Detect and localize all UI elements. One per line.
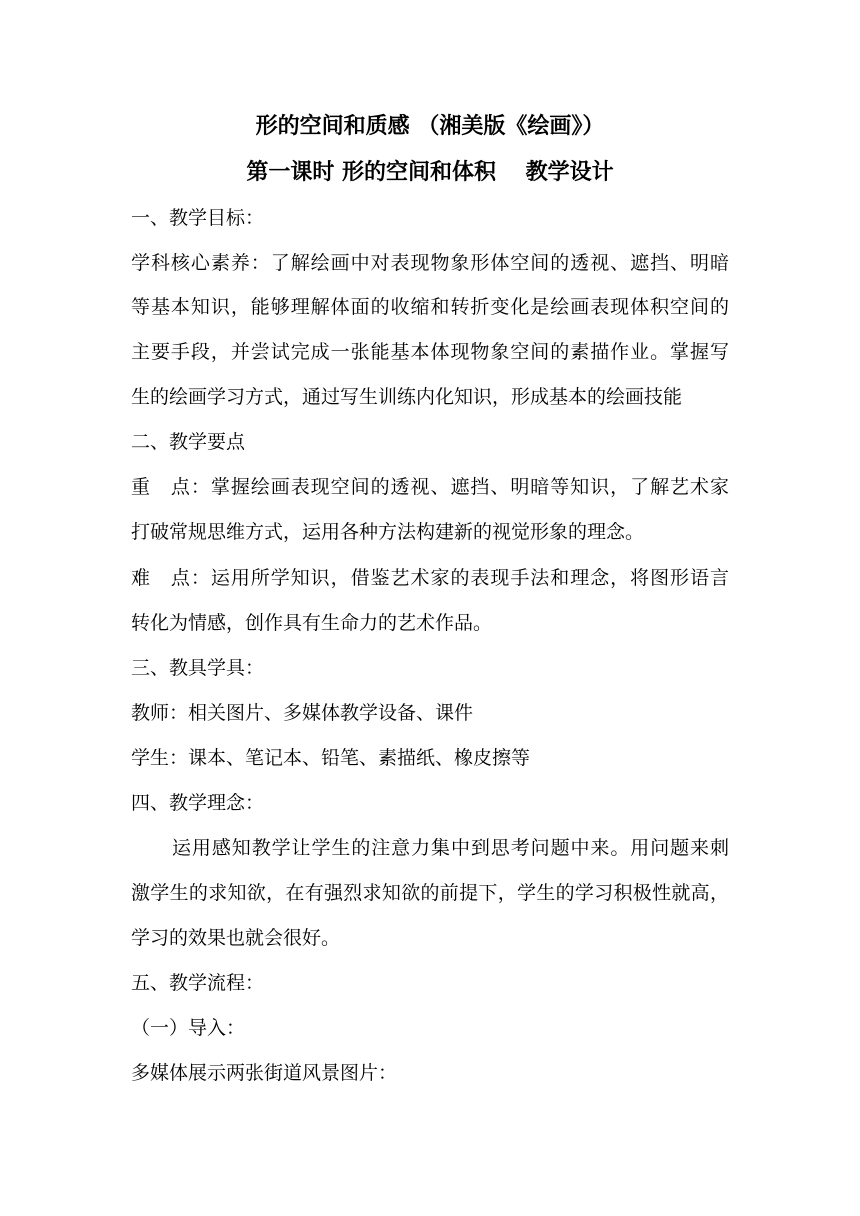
- philosophy-paragraph-line: 运用感知教学让学生的注意力集中到思考问题中来。用问题来刺: [172, 837, 729, 859]
- objectives-paragraph-line: 生的绘画学习方式，通过写生训练内化知识，形成基本的绘画技能: [131, 386, 683, 408]
- objectives-paragraph-line: 主要手段，并尝试完成一张能基本体现物象空间的素描作业。掌握写: [131, 341, 729, 363]
- section-heading-process: 五、教学流程：: [131, 972, 265, 994]
- difficulty-line: 难 点：运用所学知识，借鉴艺术家的表现手法和理念，将图形语言: [131, 567, 729, 589]
- difficulty-line: 转化为情感，创作具有生命力的艺术作品。: [131, 612, 493, 634]
- process-line: 多媒体展示两张街道风景图片：: [131, 1062, 398, 1084]
- document-title: 形的空间和质感 （湘美版《绘画》）: [255, 113, 605, 139]
- materials-student: 学生：课本、笔记本、铅笔、素描纸、橡皮擦等: [131, 747, 531, 769]
- key-point-line: 打破常规思维方式，运用各种方法构建新的视觉形象的理念。: [131, 521, 645, 543]
- section-heading-objectives: 一、教学目标：: [131, 207, 265, 229]
- process-subheading-intro: （一）导入：: [131, 1017, 246, 1039]
- section-heading-philosophy: 四、教学理念：: [131, 792, 265, 814]
- objectives-paragraph-line: 等基本知识，能够理解体面的收缩和转折变化是绘画表现体积空间的: [131, 296, 729, 318]
- philosophy-paragraph-line: 激学生的求知欲，在有强烈求知欲的前提下，学生的学习积极性就高，: [131, 882, 729, 904]
- philosophy-paragraph-line: 学习的效果也就会很好。: [131, 927, 341, 949]
- objectives-paragraph-line: 学科核心素养：了解绘画中对表现物象形体空间的透视、遮挡、明暗: [131, 252, 729, 274]
- materials-teacher: 教师：相关图片、多媒体教学设备、课件: [131, 702, 474, 724]
- section-heading-materials: 三、教具学具：: [131, 657, 265, 679]
- document-subtitle: 第一课时 形的空间和体积 教学设计: [246, 159, 614, 185]
- key-point-line: 重 点：掌握绘画表现空间的透视、遮挡、明暗等知识，了解艺术家: [131, 476, 729, 498]
- section-heading-key-points: 二、教学要点: [131, 431, 246, 453]
